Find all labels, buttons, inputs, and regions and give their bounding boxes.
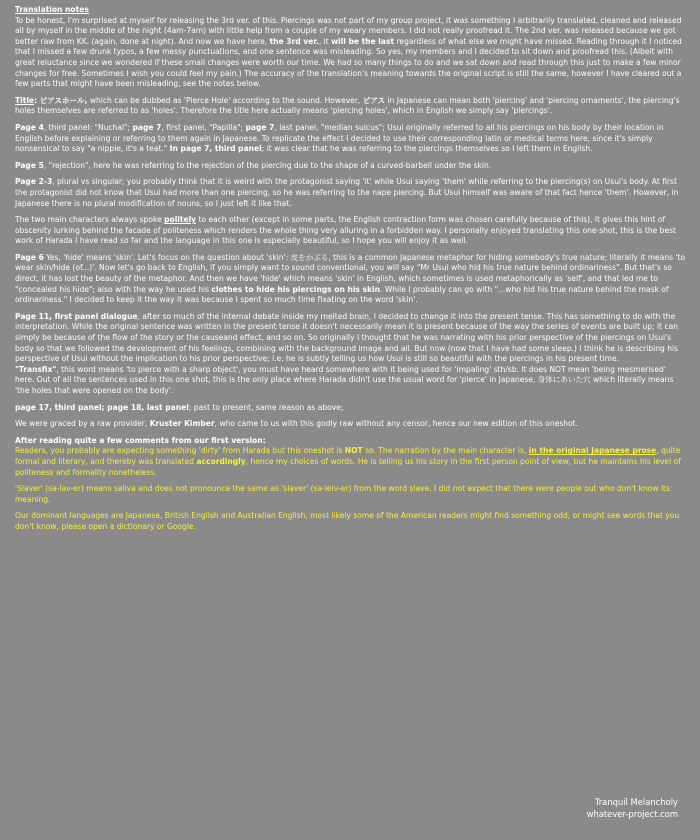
page6-note <box>15 253 687 306</box>
page2-3-note <box>15 177 687 209</box>
raw-text: We were graced by a raw provider, <box>15 419 150 429</box>
intro-version: the 3rd ver. <box>269 36 319 46</box>
raw-text: , who came to us with this godly raw without any censor, hence our new edition of this oneshot. <box>214 419 579 429</box>
politely-word: politely <box>164 215 197 225</box>
signature-name: Tranquil Melancholy <box>594 797 678 807</box>
page7-third-label: In page 7, third panel <box>169 144 262 154</box>
title-japanese-term: ピアス <box>362 95 386 105</box>
page6-text: . While I probably can go with "...who hid his true nature behind the mask of ordinariness." I decided to keep it the way it was because I spent so much time fixating on the word 'skin'. <box>15 284 669 305</box>
signature-site: whatever-project.com <box>586 809 678 819</box>
comments-text: so. The narration by the main character is, <box>362 446 529 456</box>
comments-accordingly: accordingly <box>196 456 246 466</box>
page6-text: Yes, 'hide' means 'skin'. Let's focus on the question about 'skin': <box>43 252 291 262</box>
slaver-note: 'Slaver' (sa-lav-er) means saliva and does not pronounce the same as 'slaver' (sa-leiv-er) from the word slave. I did not expect that there were people out who don't know its meaning. <box>15 484 670 504</box>
page5-text: , "rejection", here he was referring to the rejection of the piercing due to the shape of a curved-barbell under the skin. <box>43 160 492 170</box>
politeness-text: to each other (except in some parts, the English contraction form was chosen carefully because of this), it gives this hint of obscenity lurking behind the facade of politeness which renders the whole thing very alluring in a forbidden way. I personally enjoyed translating this one-shot, this is the best work of Harada I have read so far and the language in this one is especially beautiful, so I hope you will enjoy it as well. <box>15 215 677 246</box>
title-text: in Japanese can mean both 'piercing' and 'piercing ornaments', the piercing's holes themselves are referred to as 'holes'. Therefore the title here actually means 'piercing holes', which in English we simply say 'piercings'. <box>15 95 680 116</box>
notes-heading: Translation notes <box>15 5 89 14</box>
comments-text: Readers, you probably are expecting something 'dirty' from Harada but this oneshot is <box>15 446 345 456</box>
page11-text: which literally means 'the holes that were opened on the body'. <box>15 375 674 395</box>
page17-text: ; past to present, same reason as above; <box>188 402 344 412</box>
raw-note <box>15 419 687 430</box>
politeness-text: The two main characters always spoke <box>15 215 165 225</box>
page17-note <box>15 403 687 414</box>
intro-text: To be honest, I'm surprised at myself for releasing the 3rd ver. of this. Piercings was not part of my group project, it was something I arbitrarily translated, cleaned and released all by myself in the middle of the night (4am-7am) with little help from a couple of my weary members. I did not really proofread it. The 2nd ver. was released because we got better raw from KK. (again, done at night). And now we have here, <box>15 15 682 46</box>
page4-text: , first panel, "Papilla"; <box>161 122 246 132</box>
page4-text: , last panel, "median sulcus"; Usui originally referred to all his piercings on his body by their location in English before explaining or referring to them again in Japanese. To replicate the effect I decided to use their corresponding latin or medical terms here, since it's simply nonsensical to say "a nipple, it's a teat." <box>15 122 664 154</box>
page4-label: Page 4 <box>15 122 44 132</box>
comments-text: , hence my choices of words. He is telling us his story in the first person point of view, but he maintains his level of politeness and formality nonetheless. <box>15 456 681 477</box>
language-note: Our dominant languages are Japanese, British English and Australian English, most likely some of the American readers might find something odd, or might see words that you don't know, please open a dictionary or Google. <box>15 511 680 531</box>
page11-japanese: 身体にあいた穴 <box>537 375 591 385</box>
intro-text: regardless of what else we might have missed. Reading through it I noticed that I missed a few drunk typos, a few messy punctuations, and one sentence was misleading. So yes, my members and I decided to sit down and proofread this. (Albeit with great reluctance since we wondered if these small changes were worth our time. We had so many things to do and we sat down and read through this just to make a few minor changes for free. Sometimes I wish you could feel my pain.) The accuracy of the translation's meaning towards the original script is still the same, however I have cleared out a few parts that might have been misleading, see the notes below. <box>15 36 682 89</box>
raw-provider-name: Kruster Kimber <box>149 419 215 429</box>
page4-text: ; it was clear that he was referring to the piercings themselves so I left them in English. <box>261 144 593 154</box>
politeness-note <box>15 215 687 247</box>
page6-text: , this is a common Japanese metaphor for hiding somebody's true nature; literally it means 'to wear skin/hide (of...)'. Now let's go back to English, if you simply want to sound conventional, you will say "Mr Usui who hid his true nature behind ordinariness". But that's so direct, it has lost the beauty of the metaphor. And then we have 'hide' which means 'skin' in English, which sometimes is used metaphorically as 'self', and that led me to "concealed his hide"; also with the way he used his <box>15 252 686 294</box>
title-text: which can be dubbed as 'Pierce Hole' according to the sound. However, <box>87 95 363 105</box>
comments-heading: After reading quite a few comments from our first version: <box>15 435 266 445</box>
page11-text: , this word means 'to pierce with a sharp object', you must have heard somewhere with it being used for 'impaling' sth/sb. It does NOT mean 'being mesmerised' here. Out of all the sentences used in this one shot, this is the only place where Harada didn't use the usual word for 'pierce' in Japanese, <box>15 364 666 385</box>
intro-text: , it <box>318 36 332 46</box>
page4-note <box>15 123 687 155</box>
page6-japanese: 皮をかぶる <box>290 252 329 262</box>
page6-emphasis: clothes to hide his piercings on his skin <box>211 284 381 294</box>
page11-note <box>15 312 687 397</box>
title-note <box>15 96 687 117</box>
title-label: Title <box>15 95 35 105</box>
comments-text: , quite formal and literary, and thereby was translated <box>15 446 681 466</box>
page11-text: , after so much of the internal debate inside my melted brain, I decided to change it into the present tense. This has something to do with the interpretation. While the original sentence was written in the present tense it doesn't necessarily mean it is present because of the way the series of events are built up; it can simply be because of the flow of the story or the causeand effect, and so on. So originally I thought that he was narrating with his prior perspective of the piercings on Usui's body so that we followed the development of his feelings, combining with the background image and all. But now (now that I have had some sleep.) I think he is describing his perspective of Usui without the implication to his prior perspective; i.e. he is subtly telling us how Usui is still so beautiful with the piercings in his present time. <box>15 311 679 364</box>
title-japanese: ピアスホール, <box>39 95 88 105</box>
comments-note <box>15 436 687 478</box>
comments-not: NOT <box>344 446 363 456</box>
intro-last: will be the last <box>331 36 395 46</box>
transfix-label: "Transfix" <box>15 364 57 374</box>
page6-label: Page 6 <box>15 252 44 262</box>
page17-label: page 17, third panel; page 18, last panel <box>15 402 189 412</box>
page7-label: page 7 <box>132 122 162 132</box>
signature <box>587 796 678 820</box>
page2-3-label: Page 2-3 <box>15 177 53 187</box>
comments-original-prose: in the original Japanese prose <box>528 446 657 456</box>
title-colon: : <box>34 95 40 105</box>
intro-paragraph <box>15 5 687 90</box>
page7-label: page 7 <box>245 122 275 132</box>
page5-label: Page 5 <box>15 160 44 170</box>
page11-label: Page 11, first panel dialogue <box>15 311 138 321</box>
page2-3-text: , plural vs singular; you probably think that it is weird with the protagonist saying 'it' while Usui saying 'them' while referring to the piercing(s) on Usui's body. At first the protagonist did not know that Usui had more than one piercing, so he was referring to the nape piercing. But Usui himself was aware of that fact hence 'them'. However, in Japanese there is no plural modification of nouns, so I just left it like that. <box>15 177 679 208</box>
page5-note <box>15 161 687 172</box>
page4-text: , third panel: "Nuchal"; <box>43 122 133 132</box>
